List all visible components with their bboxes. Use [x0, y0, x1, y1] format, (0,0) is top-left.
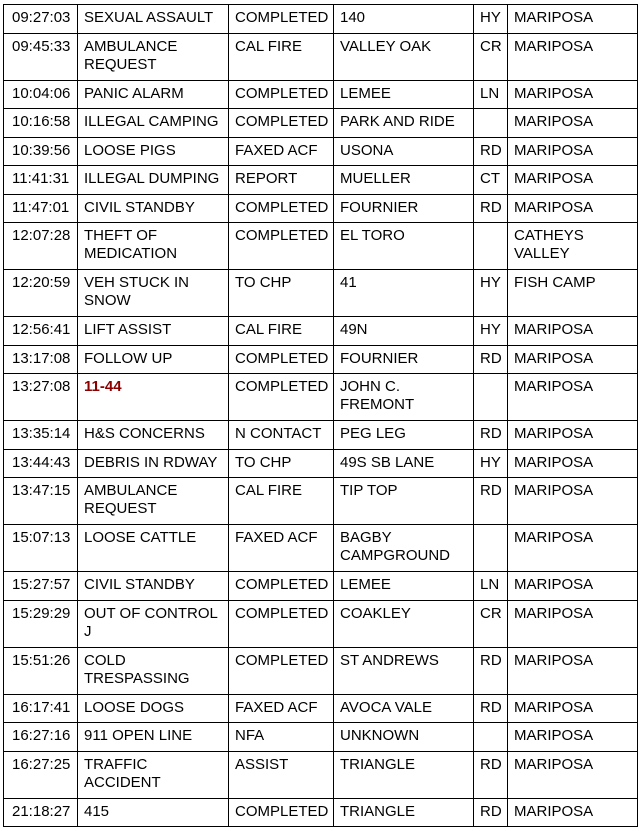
call-time: 11:41:31	[12, 170, 70, 187]
city-cell	[508, 317, 638, 346]
street-suffix: HY	[480, 453, 501, 471]
call-type: LOOSE CATTLE	[84, 529, 197, 546]
street-suffix-cell	[474, 80, 508, 109]
city-cell	[508, 270, 638, 317]
street-name: JOHN C. FREMONT	[340, 378, 415, 413]
street-name-cell	[334, 421, 474, 450]
city: CATHEYS VALLEY	[514, 227, 584, 262]
call-type-cell	[78, 80, 229, 109]
table-row	[4, 317, 638, 346]
call-type-cell	[78, 421, 229, 450]
disposition-cell	[229, 33, 334, 80]
call-time-cell	[4, 421, 78, 450]
disposition: REPORT	[235, 170, 298, 187]
disposition: COMPLETED	[235, 227, 329, 244]
street-name-cell	[334, 478, 474, 525]
street-name-cell	[334, 694, 474, 723]
city-cell	[508, 166, 638, 195]
call-type: AMBULANCE REQUEST	[84, 37, 178, 73]
call-type-cell	[78, 137, 229, 166]
call-type-cell	[78, 525, 229, 572]
city: MARIPOSA	[514, 529, 594, 546]
city: MARIPOSA	[514, 727, 594, 744]
disposition: COMPLETED	[235, 651, 329, 669]
street-name: LEMEE	[340, 84, 391, 102]
street-name: FOURNIER	[340, 198, 419, 216]
call-time-cell	[4, 572, 78, 601]
street-suffix-cell	[474, 723, 508, 752]
city: MARIPOSA	[514, 651, 594, 669]
city-cell	[508, 694, 638, 723]
call-type-cell	[78, 5, 229, 34]
city: MARIPOSA	[514, 698, 594, 716]
city: MARIPOSA	[514, 84, 594, 102]
city: MARIPOSA	[514, 141, 594, 159]
call-time: 09:27:03	[12, 9, 71, 26]
call-time: 15:07:13	[12, 529, 71, 546]
disposition: COMPLETED	[235, 113, 329, 130]
disposition: CAL FIRE	[235, 37, 302, 55]
call-log-table	[3, 4, 638, 827]
street-name-cell	[334, 449, 474, 478]
street-name-cell	[334, 194, 474, 223]
call-time: 12:07:28	[12, 227, 71, 244]
street-suffix-cell	[474, 694, 508, 723]
call-type: THEFT OF MEDICATION	[84, 227, 178, 262]
call-type-cell	[78, 723, 229, 752]
city-cell	[508, 751, 638, 798]
street-name-cell	[334, 600, 474, 647]
table-row	[4, 421, 638, 450]
street-suffix-cell	[474, 374, 508, 421]
street-name-cell	[334, 137, 474, 166]
call-type: LOOSE DOGS	[84, 698, 185, 716]
street-suffix-cell	[474, 166, 508, 195]
disposition-cell	[229, 80, 334, 109]
call-type-cell	[78, 109, 229, 138]
disposition: COMPLETED	[235, 576, 329, 593]
city: MARIPOSA	[514, 425, 594, 442]
street-name-cell	[334, 317, 474, 346]
disposition-cell	[229, 5, 334, 34]
call-time-cell	[4, 80, 78, 109]
call-time-cell	[4, 449, 78, 478]
table-row	[4, 600, 638, 647]
call-time: 16:27:25	[12, 755, 71, 773]
call-type: 415	[84, 802, 110, 820]
disposition: FAXED ACF	[235, 529, 318, 546]
city: MARIPOSA	[514, 482, 594, 499]
disposition-cell	[229, 317, 334, 346]
disposition-cell	[229, 572, 334, 601]
call-type-cell	[78, 694, 229, 723]
street-name: TRIANGLE	[340, 802, 416, 820]
disposition-cell	[229, 600, 334, 647]
call-type: FOLLOW UP	[84, 349, 173, 367]
call-time-cell	[4, 798, 78, 827]
city: MARIPOSA	[514, 755, 594, 773]
table-row	[4, 694, 638, 723]
disposition-cell	[229, 194, 334, 223]
call-time-cell	[4, 751, 78, 798]
disposition: N CONTACT	[235, 425, 322, 442]
disposition-cell	[229, 751, 334, 798]
call-type-cell	[78, 345, 229, 374]
disposition: COMPLETED	[235, 84, 329, 102]
disposition: NFA	[235, 727, 265, 744]
street-suffix: LN	[480, 84, 500, 102]
call-type: 11-44	[84, 378, 122, 395]
street-suffix: RD	[480, 198, 502, 216]
disposition: COMPLETED	[235, 378, 329, 395]
street-name: COAKLEY	[340, 604, 411, 622]
city: MARIPOSA	[514, 349, 594, 367]
disposition: COMPLETED	[235, 604, 329, 622]
street-suffix: LN	[480, 576, 500, 593]
call-time: 13:35:14	[12, 425, 71, 442]
street-name-cell	[334, 525, 474, 572]
call-time-cell	[4, 374, 78, 421]
disposition: COMPLETED	[235, 198, 329, 216]
call-type-cell	[78, 449, 229, 478]
street-suffix: CR	[480, 37, 502, 55]
city: MARIPOSA	[514, 802, 594, 820]
city-cell	[508, 109, 638, 138]
disposition-cell	[229, 647, 334, 694]
street-name: MUELLER	[340, 170, 411, 187]
street-suffix-cell	[474, 194, 508, 223]
street-suffix: RD	[480, 349, 502, 367]
street-suffix-cell	[474, 5, 508, 34]
street-suffix-cell	[474, 572, 508, 601]
city: MARIPOSA	[514, 453, 594, 471]
call-type: LIFT ASSIST	[84, 321, 172, 338]
table-row	[4, 478, 638, 525]
disposition-cell	[229, 166, 334, 195]
call-type-cell	[78, 572, 229, 601]
call-time-cell	[4, 694, 78, 723]
street-name: ST ANDREWS	[340, 651, 439, 669]
street-suffix: RD	[480, 698, 502, 716]
call-log-body	[4, 5, 638, 827]
call-time: 09:45:33	[12, 37, 71, 55]
call-time: 10:39:56	[12, 141, 71, 159]
street-name: FOURNIER	[340, 349, 419, 367]
street-suffix: CR	[480, 604, 502, 622]
street-name-cell	[334, 798, 474, 827]
call-time: 15:27:57	[12, 576, 71, 593]
disposition: COMPLETED	[235, 802, 329, 820]
street-name: EL TORO	[340, 227, 405, 244]
street-suffix-cell	[474, 317, 508, 346]
table-row	[4, 33, 638, 80]
call-time: 10:04:06	[12, 84, 71, 102]
call-type-cell	[78, 478, 229, 525]
call-time: 13:47:15	[12, 482, 71, 499]
disposition-cell	[229, 421, 334, 450]
street-suffix: HY	[480, 274, 501, 291]
call-type: COLD TRESPASSING	[84, 651, 190, 687]
street-suffix-cell	[474, 223, 508, 270]
table-row	[4, 5, 638, 34]
street-name: BAGBY CAMPGROUND	[340, 529, 451, 564]
table-row	[4, 109, 638, 138]
call-time-cell	[4, 5, 78, 34]
street-suffix-cell	[474, 751, 508, 798]
city-cell	[508, 478, 638, 525]
call-type: AMBULANCE REQUEST	[84, 482, 178, 517]
table-row	[4, 345, 638, 374]
city: MARIPOSA	[514, 198, 594, 216]
call-time: 15:51:26	[12, 651, 71, 669]
street-suffix-cell	[474, 33, 508, 80]
call-type: DEBRIS IN RDWAY	[84, 453, 218, 471]
street-suffix: HY	[480, 321, 501, 338]
call-type: H&S CONCERNS	[84, 425, 205, 442]
city-cell	[508, 223, 638, 270]
street-suffix: RD	[480, 425, 502, 442]
street-name: TIP TOP	[340, 482, 398, 499]
disposition-cell	[229, 694, 334, 723]
table-row	[4, 137, 638, 166]
street-suffix-cell	[474, 137, 508, 166]
call-time-cell	[4, 723, 78, 752]
city: MARIPOSA	[514, 37, 594, 55]
disposition: CAL FIRE	[235, 482, 302, 499]
city-cell	[508, 600, 638, 647]
street-suffix: RD	[480, 141, 502, 159]
call-type-cell	[78, 166, 229, 195]
street-suffix: RD	[480, 802, 502, 820]
street-suffix-cell	[474, 525, 508, 572]
city: MARIPOSA	[514, 576, 594, 593]
city: MARIPOSA	[514, 378, 594, 395]
disposition: TO CHP	[235, 453, 292, 471]
street-suffix-cell	[474, 478, 508, 525]
street-name: AVOCA VALE	[340, 698, 432, 716]
street-suffix-cell	[474, 449, 508, 478]
disposition-cell	[229, 798, 334, 827]
disposition: COMPLETED	[235, 349, 329, 367]
call-time: 12:20:59	[12, 274, 71, 291]
call-type: CIVIL STANDBY	[84, 576, 195, 593]
call-time-cell	[4, 223, 78, 270]
city: MARIPOSA	[514, 113, 594, 130]
table-row	[4, 270, 638, 317]
street-name-cell	[334, 270, 474, 317]
street-name-cell	[334, 109, 474, 138]
city-cell	[508, 194, 638, 223]
disposition: CAL FIRE	[235, 321, 302, 338]
street-name: PEG LEG	[340, 425, 406, 442]
call-type-cell	[78, 374, 229, 421]
disposition: FAXED ACF	[235, 698, 318, 716]
street-name-cell	[334, 33, 474, 80]
call-type: SEXUAL ASSAULT	[84, 9, 214, 26]
street-name: PARK AND RIDE	[340, 113, 455, 130]
city-cell	[508, 80, 638, 109]
street-name-cell	[334, 374, 474, 421]
street-suffix: HY	[480, 9, 501, 26]
street-name-cell	[334, 751, 474, 798]
street-name-cell	[334, 572, 474, 601]
street-suffix-cell	[474, 109, 508, 138]
call-type-cell	[78, 751, 229, 798]
city-cell	[508, 33, 638, 80]
street-suffix-cell	[474, 421, 508, 450]
street-name-cell	[334, 223, 474, 270]
street-name: LEMEE	[340, 576, 391, 593]
street-name: UNKNOWN	[340, 727, 420, 744]
city-cell	[508, 798, 638, 827]
table-row	[4, 647, 638, 694]
city: MARIPOSA	[514, 170, 594, 187]
call-time: 16:17:41	[12, 698, 71, 716]
disposition-cell	[229, 345, 334, 374]
call-time: 13:44:43	[12, 453, 71, 471]
disposition-cell	[229, 723, 334, 752]
call-type-cell	[78, 600, 229, 647]
street-name-cell	[334, 345, 474, 374]
table-row	[4, 194, 638, 223]
call-type: ILLEGAL CAMPING	[84, 113, 219, 130]
table-row	[4, 723, 638, 752]
street-suffix-cell	[474, 798, 508, 827]
call-type-cell	[78, 647, 229, 694]
disposition-cell	[229, 223, 334, 270]
call-time: 13:27:08	[12, 378, 71, 395]
call-type: CIVIL STANDBY	[84, 198, 195, 216]
table-row	[4, 525, 638, 572]
city-cell	[508, 374, 638, 421]
city-cell	[508, 572, 638, 601]
street-name-cell	[334, 80, 474, 109]
call-time-cell	[4, 317, 78, 346]
table-row	[4, 223, 638, 270]
disposition-cell	[229, 449, 334, 478]
call-type-cell	[78, 223, 229, 270]
city-cell	[508, 5, 638, 34]
street-name-cell	[334, 166, 474, 195]
street-suffix-cell	[474, 270, 508, 317]
table-row	[4, 572, 638, 601]
call-time-cell	[4, 270, 78, 317]
city-cell	[508, 345, 638, 374]
street-name: TRIANGLE	[340, 755, 416, 773]
street-name: 49N	[340, 321, 368, 338]
call-time: 10:16:58	[12, 113, 71, 130]
table-row	[4, 374, 638, 421]
disposition-cell	[229, 478, 334, 525]
street-suffix: RD	[480, 755, 502, 773]
city: MARIPOSA	[514, 321, 594, 338]
call-type-cell	[78, 317, 229, 346]
disposition-cell	[229, 374, 334, 421]
city: MARIPOSA	[514, 9, 594, 26]
table-row	[4, 449, 638, 478]
call-time-cell	[4, 109, 78, 138]
call-type-cell	[78, 798, 229, 827]
call-type: ILLEGAL DUMPING	[84, 170, 220, 187]
street-name-cell	[334, 647, 474, 694]
table-row	[4, 751, 638, 798]
street-name: USONA	[340, 141, 394, 159]
call-type: 911 OPEN LINE	[84, 727, 193, 744]
call-time-cell	[4, 525, 78, 572]
call-time-cell	[4, 647, 78, 694]
call-type: TRAFFIC ACCIDENT	[84, 755, 161, 791]
disposition: ASSIST	[235, 755, 289, 773]
call-time: 11:47:01	[12, 198, 70, 216]
city-cell	[508, 449, 638, 478]
call-time: 21:18:27	[12, 802, 71, 820]
street-suffix-cell	[474, 345, 508, 374]
call-time-cell	[4, 166, 78, 195]
street-suffix-cell	[474, 600, 508, 647]
call-type: LOOSE PIGS	[84, 141, 176, 159]
call-time-cell	[4, 137, 78, 166]
street-suffix: CT	[480, 170, 500, 187]
disposition: TO CHP	[235, 274, 292, 291]
call-time-cell	[4, 600, 78, 647]
street-name: VALLEY OAK	[340, 37, 432, 55]
disposition-cell	[229, 137, 334, 166]
call-time-cell	[4, 33, 78, 80]
city: FISH CAMP	[514, 274, 596, 291]
street-name-cell	[334, 723, 474, 752]
city-cell	[508, 647, 638, 694]
call-time-cell	[4, 478, 78, 525]
table-row	[4, 166, 638, 195]
call-type: PANIC ALARM	[84, 84, 184, 102]
street-suffix: RD	[480, 482, 502, 499]
disposition-cell	[229, 109, 334, 138]
call-type-cell	[78, 194, 229, 223]
disposition-cell	[229, 525, 334, 572]
street-suffix: RD	[480, 651, 502, 669]
street-name: 49S SB LANE	[340, 453, 435, 471]
table-row	[4, 798, 638, 827]
city-cell	[508, 421, 638, 450]
city-cell	[508, 137, 638, 166]
call-time: 16:27:16	[12, 727, 71, 744]
disposition: COMPLETED	[235, 9, 329, 26]
city: MARIPOSA	[514, 604, 594, 622]
call-time-cell	[4, 194, 78, 223]
street-name: 41	[340, 274, 357, 291]
disposition-cell	[229, 270, 334, 317]
disposition: FAXED ACF	[235, 141, 318, 159]
street-name: 140	[340, 9, 366, 26]
call-type-cell	[78, 33, 229, 80]
call-time: 15:29:29	[12, 604, 71, 622]
call-time: 12:56:41	[12, 321, 71, 338]
city-cell	[508, 525, 638, 572]
street-suffix-cell	[474, 647, 508, 694]
table-row	[4, 80, 638, 109]
city-cell	[508, 723, 638, 752]
street-name-cell	[334, 5, 474, 34]
call-time-cell	[4, 345, 78, 374]
call-type: OUT OF CONTROL J	[84, 604, 218, 640]
call-type-cell	[78, 270, 229, 317]
call-type: VEH STUCK IN SNOW	[84, 274, 190, 309]
call-time: 13:17:08	[12, 349, 71, 367]
